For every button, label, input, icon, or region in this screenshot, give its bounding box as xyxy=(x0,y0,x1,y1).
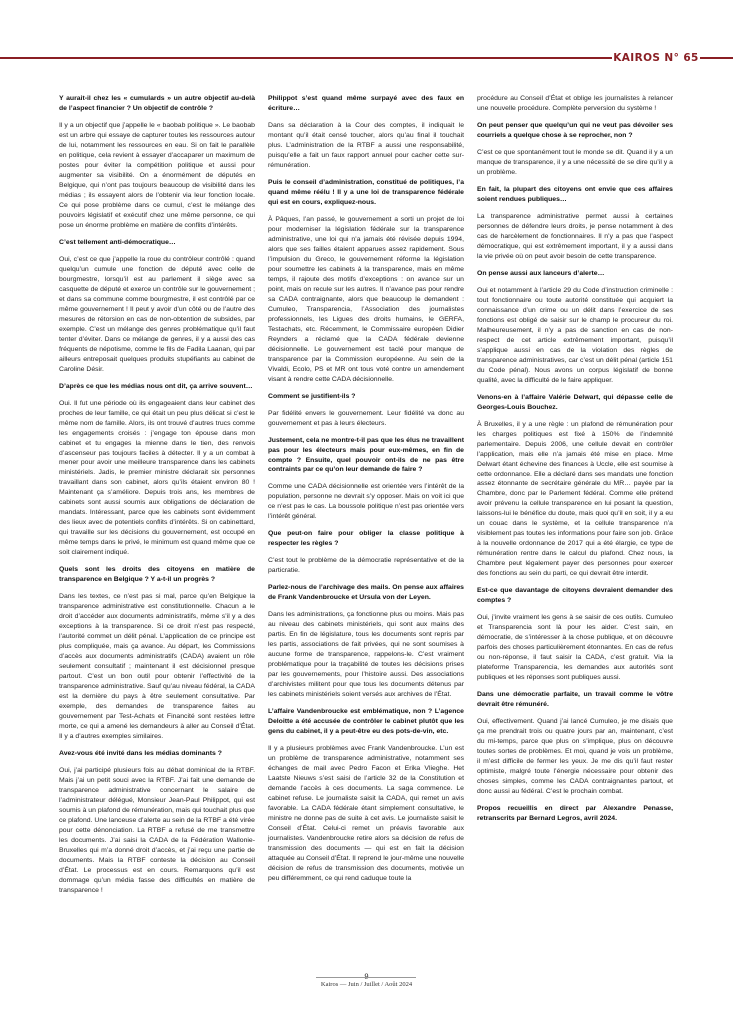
interview-answer: Dans les textes, ce n’est pas si mal, parce qu’en Belgique la transparence administrative est constitutionnelle. Chacun a le droit d’accéder aux documents administratifs, même s’il y a des exceptions à la transparence. Si ce droit n’est pas respecté, l’autorité commet un délit pénal. L’application de ce principe est plus compliquée, mais ça avance. Au départ, les Commissions d’accès aux documents administratifs (CADA) avaient un rôle seulement consultatif ; maintenant il est décisionnel presque partout. C’est un bon outil pour obtenir l’effectivité de la transparence administrative. Sauf qu’au niveau fédéral, la CADA est la dernière du pays à être seulement consultative. Par exemple, des demandes de transparence faites au gouvernement par Test-Achats et Financité sont restées lettre morte, ce qui a amené les demandeurs à aller au Conseil d’État. Il y a d’autres exemples similaires. xyxy=(59,593,255,741)
interview-answer: procédure au Conseil d’État et oblige les journalistes à relancer une nouvelle procédure. Complète perversion du système ! xyxy=(477,95,673,112)
interview-answer: Oui. Il fut une période où ils engageaient dans leur cabinet des proches de leur famille, ce qui était un peu plus délicat si c’est le même nom de famille. Alors, ils ont trouvé d’autres trucs comme les engagements croisés : j’engage ton épouse dans mon cabinet et tu engages la mienne dans le tien, des renvois d’ascenseur pas toujours faciles à détecter. Il y a un combat à mener pour avoir une meilleure transparence dans les cabinets ministériels. Jadis, le premier ministre déclarait six personnes travaillant dans son cabinet, alors qu’ils étaient environ 80 ! Maintenant ça s’améliore. Depuis trois ans, les membres de cabinets sont aussi soumis aux obligations de déclaration de mandats. Intéressant, parce que les cabinets sont évidemment des lieux avec de potentiels conflits d’intérêts. Si on cabinettard, qui travaille sur les décisions du gouvernement, est occupé en même temps dans le privé, le minimum est quand même que ce soit clairement indiqué. xyxy=(59,399,255,557)
interview-answer: Dans sa déclaration à la Cour des comptes, il indiquait le montant qu’il était censé toucher, alors qu’au final il touchait plus. L’administration de la RTBF a aussi une responsabilité, puisqu’elle a fait un faux rapport annuel pour cacher cette sur-rémunération. xyxy=(268,121,464,169)
interview-answer: Oui, j’invite vraiment les gens à se saisir de ces outils. Cumuleo et Transparencia sont là pour les aider. C’est sain, en démocratie, de s’intéresser à la chose publique, et on découvre parfois des choses particulièrement étonnantes. En cas de refus ou non-réponse, il faut saisir la CADA, c’est gratuit. Via la plateforme Transparencia, les demandes aux autorités sont publiques et les réponses sont publiques aussi. xyxy=(477,614,673,682)
interview-answer: Par fidélité envers le gouvernement. Leur fidélité va donc au gouvernement et pas à leurs électeurs. xyxy=(268,409,464,427)
footer-rule xyxy=(316,977,416,978)
interview-answer: C’est ce que spontanément tout le monde se dit. Quand il y a un manque de transparence, il y a une nécessité de se dire qu’il y a un problème. xyxy=(477,148,673,176)
interview-answer: Oui et notamment à l’article 29 du Code d’instruction criminelle : tout fonctionnaire ou toute autorité constituée qui acquiert la connaissance d’un crime ou un délit dans l’exercice de ses fonctions est obligé de saisir sur le champ le procureur du roi. Malheureusement, il n’y a pas de sanction en cas de non-respect de cet article extrêmement important, puisqu’il s’applique aussi en cas de la violation des règles de transparence administratives, car c’est un délit pénal (article 151 du Code pénal). Nous avons un corpus législatif de bonne qualité, avec la difficulté de le faire appliquer. xyxy=(477,286,673,384)
interview-answer: Il y a un objectif que j’appelle le « baobab politique ». Le baobab est un arbre qui essaye de capturer toutes les ressources autour de lui, notamment les ressources en eau. Si on fait le parallèle en politique, cela revient à essayer d’accaparer un maximum de postes pour éviter la compétition politique et aussi pour augmenter sa visibilité. On a énormément de députés en Belgique, qui n’ont pas toujours beaucoup de visibilité dans les médias ; ils essayent alors de l’obtenir via leur fonction locale. Ce qui pose problème dans ce cumul, c’est le mélange des pouvoirs législatif et exécutif chez une même personne, ce qui pose un énorme problème en matière de conflits d’intérêts. xyxy=(59,121,255,229)
article-column-1 xyxy=(59,94,255,903)
interview-answer: La transparence administrative permet aussi à certaines personnes de défendre leurs droits, je pense notamment à des cas de harcèlement de fonctionnaires. Il n’y a pas que l’aspect démocratique, qui est extrêmement important, il y a aussi dans la vie privée où on peut avoir besoin de cette transparence. xyxy=(477,212,673,260)
interview-question: D’après ce que les médias nous ont dit, ça arrive souvent… xyxy=(59,382,253,390)
article-credits: Propos recueillis en direct par Alexandre Penasse, retranscrits par Bernard Legros, avril 2024. xyxy=(477,805,673,823)
interview-question: C’est tellement anti-démocratique… xyxy=(59,238,176,246)
interview-question: Puis le conseil d’administration, constitué de politiques, l’a quand même réélu ! Il y a une loi de transparence fédérale qui est en cours, expliquez-nous. xyxy=(268,178,464,206)
interview-answer: Oui, c’est ce que j’appelle la roue du contrôleur contrôlé : quand quelqu’un cumule une fonction de député avec celle de bourgmestre, lorsqu’il est au parlement il siège avec sa casquette de député et exerce un contrôle sur le gouvernement ; et dans sa commune comme bourgmestre, il est contrôlé par ce même gouvernement ! Il peut y avoir d’un côté ou de l’autre des mesures de rétorsion en cas de non-obtention de subsides, par exemple. C’est un mélange des genres problématique qu’il faut tenter d’éviter. Dans ce mélange de genres, il y a aussi des cas fréquents de népotisme, comme le fils de Fadila Laanan, qui par ailleurs entreposait quelques produits stupéfiants au cabinet de Caroline Désir. xyxy=(59,255,255,373)
interview-question: Venons-en à l’affaire Valérie Delwart, qui dépasse celle de Georges-Louis Bouchez. xyxy=(477,393,673,411)
issue-label: KAIROS N° 65 xyxy=(613,52,699,64)
article-column-3 xyxy=(477,94,673,831)
interview-answer: Dans les administrations, ça fonctionne plus ou moins. Mais pas au niveau des cabinets ministériels, qui sont aux mains des partis. En fin de législature, tous les documents sont repris par les partis, associations de fait privées, qui ne sont soumises à aucune forme de transparence, rappelons-le. C’est vraiment problématique pour la traçabilité de toutes les décisions prises par les gouvernements, pour l’histoire aussi. Des associations d’archivistes militent pour que tous les documents détenus par les cabinets ministériels soient versés aux archives de l’État. xyxy=(268,611,464,699)
interview-question: Y aurait-il chez les « cumulards » un autre objectif au-delà de l’aspect financier ? Un objectif de contrôle ? xyxy=(59,95,255,112)
interview-question: Avez-vous été invité dans les médias dominants ? xyxy=(59,750,222,758)
interview-question: Justement, cela ne montre-t-il pas que les élus ne travaillent pas pour les électeurs mais pour eux-mêmes, en fin de compte ? Ensuite, quel pouvoir ont-ils de ne pas être contraints par ce qu’on leur demande de faire ? xyxy=(268,436,464,474)
interview-question: L’affaire Vandenbroucke est emblématique, non ? L’agence Deloitte a été accusée de contrôler le cabinet plutôt que les gens du cabinet, il y a peut-être eu des pots-de-vin, etc. xyxy=(268,708,464,736)
interview-question: Quels sont les droits des citoyens en matière de transparence en Belgique ? Y a-t-il un progrès ? xyxy=(59,566,255,584)
article-column-2 xyxy=(268,94,464,891)
interview-answer: À Bruxelles, il y a une règle : un plafond de rémunération pour les charges politiques est fixé à 150% de l’indemnité parlementaire. Depuis 2006, une cellule devait en contrôler l’application, mais elle n’a jamais été mise en place. Mme Delwart étant échevine des finances à Uccle, elle est soumise à cette ordonnance. Elle a déclaré dans ses mandats une fonction assez étonnante de secrétaire générale du MR… payée par la Chambre, donc par le Parlement fédéral. Comme elle prétend avoir prévenu la cellule transparence en lui posant la question, laissons-lui le bénéfice du doute, mais quoi qu’il en soit, il y a eu un couac dans le système, et la cellule transparence n’a visiblement pas toutes les informations pour faire son job. Grâce à la nouvelle ordonnance de 2017 qui a été élargie, ce type de rémunération rentre dans le calcul du plafond. Chez nous, la Chambre peut légalement payer des personnes pour exercer des fonctions au sein du parti, ce qui devrait être interdit. xyxy=(477,420,673,578)
interview-question: Que peut-on faire pour obliger la classe politique à respecter les règles ? xyxy=(268,530,464,548)
interview-answer: Oui, effectivement. Quand j’ai lancé Cumuleo, je me disais que ça me prendrait trois ou quatre jours par an, maintenant, c’est du mi-temps, parce que plus on s’implique, plus on découvre toutes sortes de problèmes. Et moi, quand je vois un problème, il m’est difficile de fermer les yeux. Je me dis qu’il faut rester optimiste, malgré toute l’énergie nécessaire pour obtenir des choses simples, comme les CADA contraignantes partout, et donc aussi au fédéral. C’est le prochain combat. xyxy=(477,718,673,796)
interview-answer: C’est tout le problème de la démocratie représentative et de la particratie. xyxy=(268,557,464,575)
interview-question: Dans une démocratie parfaite, un travail comme le vôtre devrait être rémunéré. xyxy=(477,691,673,709)
interview-question: Philippot s’est quand même surpayé avec des faux en écriture… xyxy=(268,95,464,112)
interview-question: On pense aussi aux lanceurs d’alerte… xyxy=(477,269,605,277)
footer-publication: Kairos — Juin / Juillet / Août 2024 xyxy=(320,981,413,988)
interview-answer: Comme une CADA décisionnelle est orientée vers l’intérêt de la population, personne ne devrait s’y opposer. Mais on voit ici que ce n’est pas le cas. La boussole politique n’est pas orientée vers l’intérêt général. xyxy=(268,483,464,521)
interview-answer: Oui, j’ai participé plusieurs fois au débat dominical de la RTBF. Mais j’ai un petit souci avec la RTBF. J’ai fait une demande de transparence administrative concernant le salaire de l’administrateur délégué, Monsieur Jean-Paul Philippot, qui est soumis à un plafond de rémunération, mais qui touchait plus que ce plafond. Une lanceuse d’alerte au sein de la RTBF a été virée pour cette dénonciation. La RTBF a refusé de me transmettre les documents. J’ai saisi la CADA de la Fédération Wallonie-Bruxelles qui m’a donné droit d’accès, et j’ai reçu une partie de documents. Mais la RTBF conteste la décision au Conseil d’État. Le processus est en cours. Remarquons qu’il est dommage qu’un média fasse des difficultés en matière de transparence ! xyxy=(59,767,255,894)
interview-answer: À Pâques, l’an passé, le gouvernement a sorti un projet de loi pour moderniser la législation fédérale sur la transparence administrative, une loi qui n’a jamais été révisée depuis 1994, alors que ses failles étaient apparues assez rapidement. Sous l’impulsion du Greco, le gouvernement réforme la législation pour soumettre les cabinets à la transparence, mais en même temps, il rajoute des motifs d’exceptions : on avance sur un point, mais on recule sur les autres. Il n’avance pas pour rendre sa CADA contraignante, alors que beaucoup le demandent : Cumuleo, Transparencia, l’Association des journalistes professionnels, les Ligues des droits humains, le GERFA, Testachats, etc. Récemment, le Commissaire européen Didier Reynders a réclamé que la CADA fédérale devienne décisionnelle. Le gouvernement est taclé pour manque de transparence par la Commission européenne. Au sein de la Vivaldi, Ecolo, PS et MR ont tous voté contre un amendement visant à rendre cette CADA décisionnelle. xyxy=(268,215,464,383)
interview-question: Comment se justifient-ils ? xyxy=(268,392,356,400)
issue-badge xyxy=(612,49,700,67)
interview-question: Parlez-nous de l’archivage des mails. On pense aux affaires de Frank Vandenbroucke et Ursula von der Leyen. xyxy=(268,584,464,602)
interview-question: On peut penser que quelqu’un qui ne veut pas dévoiler ses courriels a quelque chose à se reprocher, non ? xyxy=(477,121,673,139)
interview-answer: Il y a plusieurs problèmes avec Frank Vandenbroucke. L’un est un problème de transparence administrative, notamment ses échanges de mail avec Pedro Facon et Erika Vlieghe. Het Laatste Nieuws s’est saisi de l’article 32 de la Constitution et demande l’accès à ces documents. La saga commence. Le cabinet refuse. Le journaliste saisit la CADA, qui remet un avis favorable. La CADA fédérale étant simplement consultative, le ministre ne donne pas de suite à cet avis. Le journaliste saisit le Conseil d’État. Celui-ci remet un préavis favorable aux journalistes. Vandenbroucke retire alors sa décision de refus de transmission des documents — qui est en fait la décision attaquée au Conseil d’État. Il reprend le jour-même une nouvelle décision de refus de transmission des documents, motivée un peu différemment, ce qui rend caduque toute la xyxy=(268,745,464,882)
interview-question: Est-ce que davantage de citoyens devraient demander des comptes ? xyxy=(477,587,673,605)
interview-question: En fait, la plupart des citoyens ont envie que ces affaires soient rendues publiques… xyxy=(477,185,673,203)
